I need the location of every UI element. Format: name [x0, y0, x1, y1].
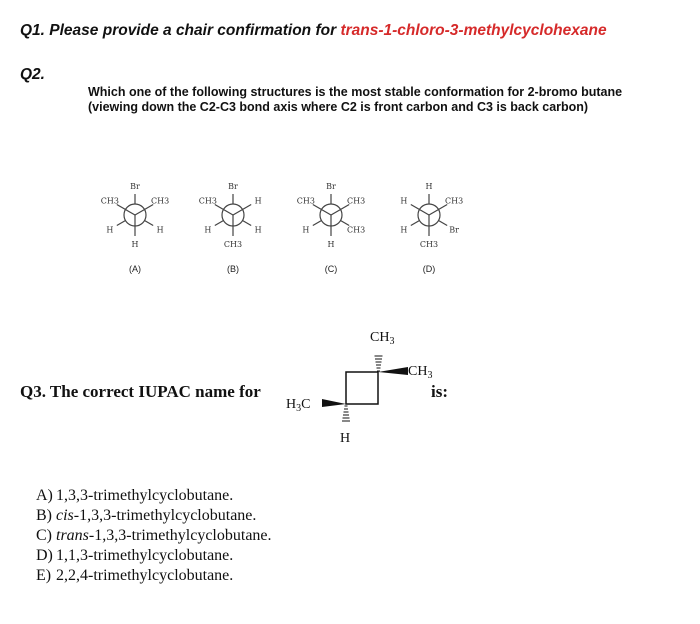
newman-back-bond: [439, 221, 448, 226]
newman-front-bond: [331, 205, 349, 216]
newman-caption: (D): [422, 264, 436, 274]
q2-text-line-2: (viewing down the C2-C3 bond axis where C2 is front carbon and C3 is back carbon): [88, 100, 589, 114]
newman-substituent: CH3: [347, 225, 366, 235]
q1-prefix: Q1. Please provide a chair confirmation for: [20, 22, 341, 39]
option-b[interactable]: B) cis-1,3,3-trimethylcyclobutane.: [36, 507, 257, 524]
newman-substituent: CH3: [347, 196, 366, 206]
cyclobutane-structure: [280, 322, 433, 452]
newman-front-bond: [233, 205, 251, 216]
newman-front-bond: [135, 205, 153, 216]
newman-back-bond: [215, 221, 224, 226]
newman-substituent: CH3: [445, 196, 464, 206]
newman-substituent: H: [327, 240, 335, 249]
newman-front-bond: [215, 205, 233, 216]
newman-substituent: Br: [130, 182, 140, 191]
newman-substituent: CH3: [100, 196, 119, 206]
newman-substituent: Br: [228, 182, 238, 191]
label-bottom-h: H: [340, 431, 351, 446]
question-3-text: Q3. The correct IUPAC name for: [20, 382, 261, 401]
newman-front-bond: [313, 205, 331, 216]
newman-caption: (A): [129, 264, 141, 274]
newman-caption: (C): [324, 264, 338, 274]
option-c[interactable]: C) trans-1,3,3-trimethylcyclobutane.: [36, 527, 272, 544]
hashed-bond-bottom: [342, 406, 350, 421]
label-left-h3c: $H_3C$: [286, 397, 311, 414]
newman-projection-b: [199, 182, 262, 274]
newman-substituent: CH3: [296, 196, 315, 206]
newman-substituent: H: [302, 225, 310, 235]
option-d[interactable]: D) 1,1,3-trimethylcyclobutane.: [36, 547, 234, 564]
newman-substituent: H: [204, 225, 212, 235]
hashed-bond-top: [375, 356, 383, 371]
newman-substituent: H: [400, 196, 408, 206]
newman-substituent: CH3: [198, 196, 217, 206]
label-top-ch3: $CH_3$: [370, 330, 395, 347]
newman-substituent: H: [254, 196, 262, 206]
newman-substituent: CH3: [151, 196, 170, 206]
newman-projection-a: [101, 182, 169, 274]
newman-substituent: Br: [326, 182, 336, 191]
newman-substituent: H: [254, 225, 262, 235]
wedge-bond-right: [378, 367, 408, 375]
newman-front-bond: [411, 205, 429, 216]
newman-substituent: H: [106, 225, 114, 235]
newman-substituent: Br: [449, 225, 459, 235]
question-2-label: Q2.: [20, 66, 45, 83]
newman-projections: [80, 180, 480, 280]
question-2-text: [88, 85, 688, 115]
wedge-bond-left: [322, 399, 346, 407]
newman-back-bond: [145, 221, 154, 226]
newman-projection-c: [297, 182, 365, 274]
newman-substituent: CH3: [419, 240, 439, 249]
newman-front-bond: [429, 205, 447, 216]
newman-back-bond: [243, 221, 252, 226]
newman-caption: (B): [227, 264, 239, 274]
newman-back-bond: [313, 221, 322, 226]
newman-substituent: H: [425, 182, 433, 191]
option-a[interactable]: A) 1,3,3-trimethylcyclobutane.: [36, 487, 234, 504]
newman-front-bond: [117, 205, 135, 216]
option-e[interactable]: E) 2,2,4-trimethylcyclobutane.: [36, 567, 234, 584]
label-right-ch3: $CH_3$: [408, 364, 433, 381]
q1-compound: trans-1-chloro-3-methylcyclohexane: [340, 22, 607, 39]
newman-back-bond: [411, 221, 420, 226]
newman-projection-d: [400, 182, 463, 274]
newman-substituent: H: [131, 240, 139, 249]
answer-options: [36, 486, 272, 586]
newman-substituent: CH3: [223, 240, 243, 249]
question-3-suffix: is:: [431, 382, 448, 401]
newman-substituent: H: [156, 225, 164, 235]
q2-text-line-1: Which one of the following structures is the most stable conformation for 2-bromo butane: [88, 85, 623, 99]
newman-back-bond: [117, 221, 126, 226]
cyclobutane-ring: [346, 372, 378, 404]
question-1: [20, 22, 607, 40]
newman-substituent: H: [400, 225, 408, 235]
